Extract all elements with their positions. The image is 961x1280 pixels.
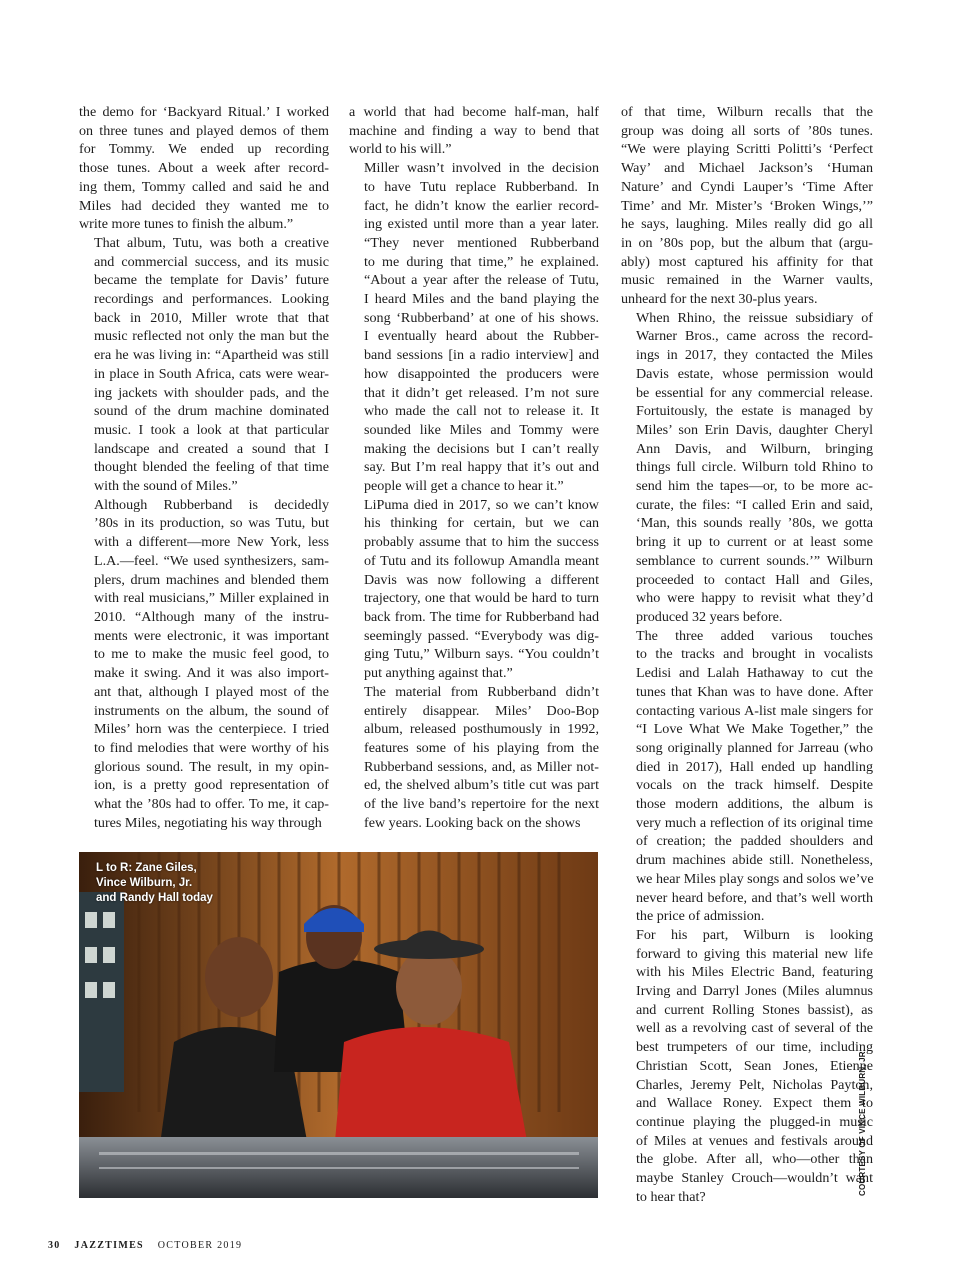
article-line: that it didn’t get released. I’m not sure bbox=[364, 384, 599, 401]
article-line: continue playing the plugged-in music bbox=[636, 1113, 873, 1130]
article-paragraph bbox=[79, 496, 329, 833]
article-line: ging Tutu,” Wilburn says. “You couldn’t bbox=[364, 646, 599, 663]
article-line: When Rhino, the reissue subsidiary of bbox=[636, 309, 873, 326]
article-line: of Miles at venues and festivals around bbox=[636, 1132, 873, 1149]
article-line: ’80s in its production, so was Tutu, but bbox=[94, 515, 329, 532]
photo-caption-line: and Randy Hall today bbox=[96, 892, 213, 904]
article-line: Although Rubberband is decidedly bbox=[94, 496, 329, 513]
article-line: “We were playing Scritti Politti’s ‘Perfect bbox=[621, 141, 873, 158]
article-line: I eventually heard about the Rubber- bbox=[364, 328, 599, 345]
article-line: Ledisi and Lalah Hathaway to cut the bbox=[636, 665, 873, 682]
article-line: few years. Looking back on the shows bbox=[364, 814, 581, 831]
article-line: group was doing all sorts of ’80s tunes. bbox=[621, 122, 873, 139]
article-line: the price of admission. bbox=[636, 908, 765, 925]
article-line: and commercial success, and its music bbox=[94, 253, 329, 270]
article-line: song ‘Rubberband’ at one of his shows. bbox=[364, 309, 599, 326]
article-line: Miller wasn’t involved in the decision bbox=[364, 160, 599, 177]
article-line: say. But I’m real happy that it’s out and bbox=[364, 459, 599, 476]
article-line: of creation; the padded shoulders and bbox=[636, 833, 873, 850]
article-line: entirely disappear. Miles’ Doo-Bop bbox=[364, 702, 599, 719]
article-line: and current Rolling Stones bassist), as bbox=[636, 1001, 873, 1018]
article-line: Warner Bros., came across the record- bbox=[636, 328, 873, 345]
article-line: be essential for any commercial release. bbox=[636, 384, 873, 401]
article-column-1 bbox=[79, 103, 329, 832]
article-line: song originally planned for Jarreau (who bbox=[636, 739, 873, 756]
article-line: Davis estate, whose permission would bbox=[636, 365, 873, 382]
article-line: ant that, although I played most of the bbox=[94, 683, 329, 700]
article-line: ments were electronic, it was important bbox=[94, 627, 329, 644]
article-line: seemingly passed. “Everybody was dig- bbox=[364, 627, 599, 644]
article-line: we hear Miles play songs and solos we’ve bbox=[636, 870, 874, 887]
article-line: probably assume that to him the success bbox=[364, 534, 599, 551]
article-line: in on ’80s pop, but the album that (argu- bbox=[621, 234, 873, 251]
article-line: those tunes. About a week after record- bbox=[79, 160, 329, 177]
article-line: his thinking for certain, but we can bbox=[364, 515, 599, 532]
article-line: Miles had decided they wanted me to bbox=[79, 197, 329, 214]
article-line: ing existed until more than a year later. bbox=[364, 216, 599, 233]
article-line: Charles, Jeremy Pelt, Nicholas Payton, bbox=[636, 1076, 873, 1093]
article-line: what the ’80s had to offer. To me, it cap- bbox=[94, 796, 329, 813]
article-line: music reflected not only the man but the bbox=[94, 328, 329, 345]
article-line: The three added various touches bbox=[636, 627, 873, 644]
article-line: That album, Tutu, was both a creative bbox=[94, 234, 329, 251]
article-line: things full circle. Wilburn told Rhino to bbox=[636, 459, 873, 476]
article-line: write more tunes to finish the album.” bbox=[79, 216, 294, 233]
article-line: produced 32 years before. bbox=[636, 608, 783, 625]
article-line: sound of the drum machine dominated bbox=[94, 403, 329, 420]
article-line: unheard for the next 30-plus years. bbox=[621, 291, 818, 308]
article-line: vocals on the track himself. Despite bbox=[636, 777, 873, 794]
article-line: the demo for ‘Backyard Ritual.’ I worked bbox=[79, 104, 329, 120]
article-line: curate, the files: “I called Erin and said, bbox=[636, 496, 873, 513]
article-line: glorious sound. The result, in my opin- bbox=[94, 758, 329, 775]
article-line: fact, he didn’t know the earlier record- bbox=[364, 197, 599, 214]
article-paragraph bbox=[349, 103, 599, 159]
page-footer bbox=[48, 1240, 242, 1251]
photo-caption-line: Vince Wilburn, Jr. bbox=[96, 877, 193, 889]
article-paragraph bbox=[349, 496, 599, 683]
article-line: world to his will.” bbox=[349, 141, 452, 158]
article-column-2 bbox=[349, 103, 599, 832]
article-line: instruments on the album, the sound of bbox=[94, 702, 329, 719]
article-line: for Tommy. We ended up recording bbox=[79, 141, 329, 158]
article-line: of that time, Wilburn recalls that the bbox=[621, 104, 873, 120]
article-line: ion, is a pretty good representation of bbox=[94, 777, 329, 794]
article-line: back in 2010, Miller wrote that that bbox=[94, 309, 329, 326]
article-line: The material from Rubberband didn’t bbox=[364, 683, 599, 700]
article-line: with the sound of Miles.” bbox=[94, 478, 238, 495]
article-line: died in 2017), Hall ended up handling bbox=[636, 758, 873, 775]
article-line: became the template for Davis’ future bbox=[94, 272, 329, 289]
article-line: maybe Stanley Crouch—wouldn’t want bbox=[636, 1170, 873, 1187]
article-line: L.A.—feel. “We used synthesizers, sam- bbox=[94, 552, 329, 569]
article-line: trajectory, one that would be hard to turn bbox=[364, 590, 599, 607]
article-line: who made the call not to release it. It bbox=[364, 403, 599, 420]
article-line: LiPuma died in 2017, so we can’t know bbox=[364, 496, 599, 513]
article-line: Davis was now following a different bbox=[364, 571, 599, 588]
article-line: to have Tutu replace Rubberband. In bbox=[364, 178, 599, 195]
article-line: band sessions [in a radio interview] and bbox=[364, 347, 599, 364]
article-line: bring it up to current or at least some bbox=[636, 534, 873, 551]
article-line: to the tracks and brought in vocalists bbox=[636, 646, 873, 663]
article-line: sounded like Miles and Tommy were bbox=[364, 421, 599, 438]
article-line: to find melodies that were worthy of his bbox=[94, 739, 329, 756]
article-line: back from. The time for Rubberband had bbox=[364, 608, 599, 625]
article-line: ing jackets with shoulder pads, and the bbox=[94, 384, 329, 401]
article-line: put anything against that.” bbox=[364, 665, 513, 682]
article-line: a world that had become half-man, half bbox=[349, 104, 599, 120]
article-paragraph bbox=[621, 103, 873, 309]
article-line: Ann Davis, and Wilburn, bringing bbox=[636, 440, 873, 457]
article-line: send him the tapes—or, to be more ac- bbox=[636, 478, 873, 495]
article-line: the globe. After all, who—other than bbox=[636, 1151, 873, 1168]
article-line: ing them, Tommy called and said he and bbox=[79, 178, 329, 195]
article-line: forward to giving this material new life bbox=[636, 945, 873, 962]
photo-credit: COURTESY OF VINCE WILBURN, JR. bbox=[858, 1048, 867, 1196]
article-line: with real musicians,” Miller explained in bbox=[94, 590, 329, 607]
article-line: ed, the shelved album’s title cut was part bbox=[364, 777, 599, 794]
article-line: “About a year after the release of Tutu, bbox=[364, 272, 599, 289]
magazine-name: JAZZTIMES bbox=[74, 1240, 144, 1251]
article-line: features some of his playing from the bbox=[364, 739, 599, 756]
article-paragraph bbox=[349, 683, 599, 833]
article-line: drum machines abide still. Nonetheless, bbox=[636, 852, 873, 869]
article-column-3 bbox=[621, 103, 873, 1206]
article-line: make it swing. And it was also import- bbox=[94, 665, 329, 682]
article-line: contacting various A-list male singers for bbox=[636, 702, 873, 719]
article-line: well as a revolving cast of several of the bbox=[636, 1020, 873, 1037]
article-line: very much a reflection of its original time bbox=[636, 814, 873, 831]
article-line: music remained in the Warner vaults, bbox=[621, 272, 873, 289]
article-line: making the decisions but I can’t really bbox=[364, 440, 599, 457]
page-number: 30 bbox=[48, 1240, 61, 1251]
article-line: Fortuitously, the estate is managed by bbox=[636, 403, 873, 420]
article-line: music. I took a look at that particular bbox=[94, 421, 329, 438]
article-line: ings in 2017, they contacted the Miles bbox=[636, 347, 873, 364]
article-line: with a different—more New York, less bbox=[94, 534, 329, 551]
article-line: best trumpeters of our time, including bbox=[636, 1039, 873, 1056]
article-line: ‘Man, this sounds really ’80s, we gotta bbox=[636, 515, 873, 532]
article-line: those modern additions, the album is bbox=[636, 796, 873, 813]
article-line: 2010. “Although many of the instru- bbox=[94, 608, 329, 625]
article-line: never heard before, and that’s well worth bbox=[636, 889, 873, 906]
article-paragraph bbox=[79, 103, 329, 234]
article-paragraph bbox=[349, 159, 599, 496]
article-paragraph bbox=[621, 627, 873, 926]
article-line: with his Miles Electric Band, featuring bbox=[636, 964, 873, 981]
article-line: tures Miles, negotiating his way through bbox=[94, 814, 322, 831]
article-line: I heard Miles and the band playing the bbox=[364, 291, 599, 308]
article-line: Irving and Darryl Jones (Miles alumnus bbox=[636, 983, 873, 1000]
article-line: landscape and created a sound that I bbox=[94, 440, 329, 457]
article-line: tunes that Khan was to have done. After bbox=[636, 683, 873, 700]
photo-caption-line: L to R: Zane Giles, bbox=[96, 862, 197, 874]
article-line: Rubberband sessions, and, as Miller not- bbox=[364, 758, 599, 775]
article-line: Christian Scott, Sean Jones, Etienne bbox=[636, 1057, 873, 1074]
article-line: to hear that? bbox=[636, 1188, 706, 1205]
article-line: semblance to current sounds.’” Wilburn bbox=[636, 552, 873, 569]
article-line: “I Love What We Make Together,” the bbox=[636, 721, 873, 738]
article-line: to me during that time,” he explained. bbox=[364, 253, 599, 270]
issue-date: OCTOBER 2019 bbox=[157, 1240, 243, 1251]
article-line: people will get a chance to hear it.” bbox=[364, 478, 564, 495]
article-line: how disappointed the producers were bbox=[364, 365, 599, 382]
article-line: on three tunes and played demos of them bbox=[79, 122, 329, 139]
article-paragraph bbox=[621, 926, 873, 1207]
article-line: thought blended the feeling of that time bbox=[94, 459, 329, 476]
article-line: machine and finding a way to bend that bbox=[349, 122, 599, 139]
article-line: ably) most captured his affinity for that bbox=[621, 253, 873, 270]
article-line: For his part, Wilburn is looking bbox=[636, 926, 873, 943]
photo-caption bbox=[96, 861, 296, 906]
article-line: and Wallace Roney. Expect them to bbox=[636, 1095, 873, 1112]
article-line: Miles’ horn was the centerpiece. I tried bbox=[94, 721, 329, 738]
article-paragraph bbox=[621, 309, 873, 627]
article-line: of Tutu and its followup Amandla meant bbox=[364, 552, 599, 569]
article-line: album, released posthumously in 1992, bbox=[364, 721, 599, 738]
article-line: in place in South Africa, cats were wear- bbox=[94, 365, 329, 382]
article-paragraph bbox=[79, 234, 329, 496]
article-line: to me to make the music feel good, to bbox=[94, 646, 329, 663]
article-line: Way’ and Michael Jackson’s ‘Human bbox=[621, 160, 873, 177]
article-line: Miles’ son Erin Davis, daughter Cheryl bbox=[636, 421, 873, 438]
article-line: “They never mentioned Rubberband bbox=[364, 234, 599, 251]
article-line: of the live band’s repertoire for the next bbox=[364, 796, 599, 813]
article-line: era he was living in: “Apartheid was still bbox=[94, 347, 329, 364]
article-line: recordings and performances. Looking bbox=[94, 291, 329, 308]
article-line: Nature’ and Cyndi Lauper’s ‘Time After bbox=[621, 178, 873, 195]
article-line: plers, drum machines and blended them bbox=[94, 571, 329, 588]
article-line: who were happy to revisit what they’d bbox=[636, 590, 873, 607]
article-line: proceeded to contact Hall and Giles, bbox=[636, 571, 873, 588]
article-line: he says, laughing. Miles really did go all bbox=[621, 216, 873, 233]
studio-photo bbox=[79, 852, 598, 1198]
article-line: Time’ and Mr. Mister’s ‘Broken Wings,’” bbox=[621, 197, 873, 214]
